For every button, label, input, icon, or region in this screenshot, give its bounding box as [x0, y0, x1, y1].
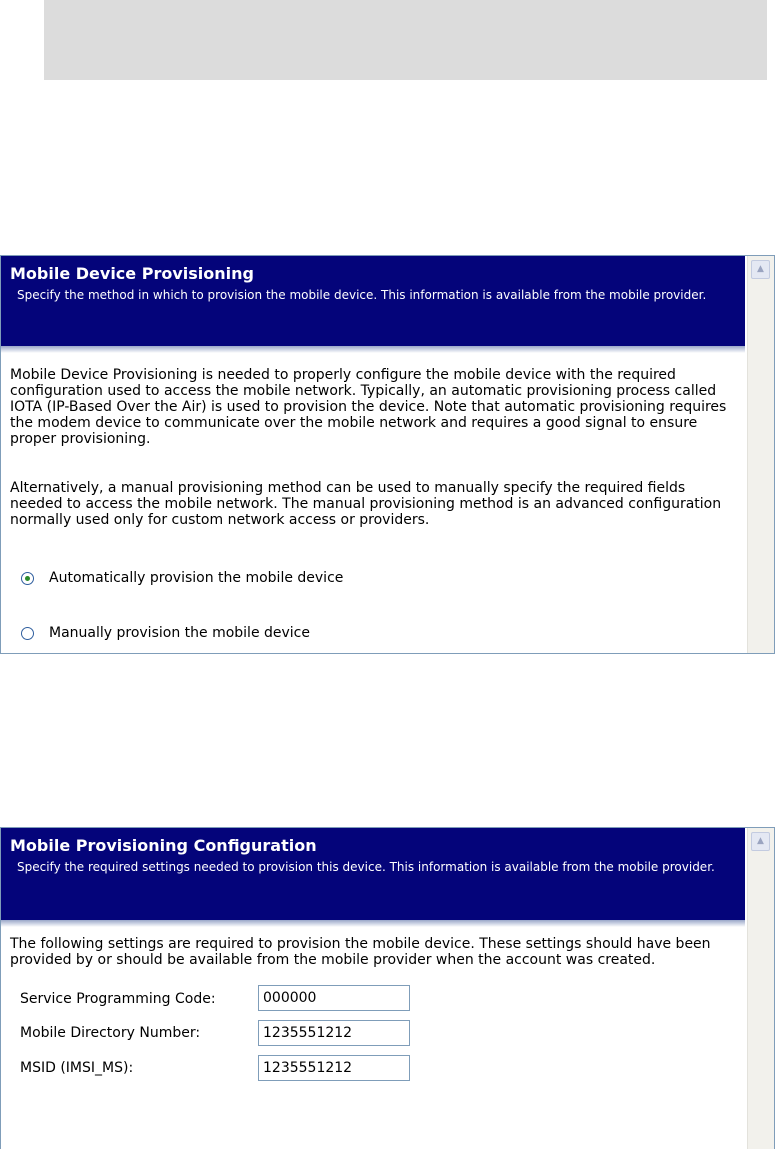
panel-header: [1, 828, 745, 920]
device-provisioning-panel: [0, 255, 775, 654]
vertical-scrollbar[interactable]: [747, 256, 774, 653]
panel-title: Mobile Device Provisioning: [10, 264, 254, 283]
radio-auto-label[interactable]: Automatically provision the mobile device: [49, 570, 344, 586]
intro-paragraph: Mobile Device Provisioning is needed to properly configure the mobile device with the required configuration used to access the mobile network. Typically, an automatic provisioning process called IOTA (IP-Based Over the Air) is used to provision the device. Note that automatic provisioning requires the modem device to communicate over the mobile network and requires a good signal to ensure proper provisioning.: [10, 367, 727, 447]
mdn-input[interactable]: [258, 1020, 410, 1046]
scroll-up-arrow-icon[interactable]: ▲: [751, 832, 770, 851]
panel-title: Mobile Provisioning Configuration: [10, 836, 317, 855]
radio-manual-label[interactable]: Manually provision the mobile device: [49, 625, 310, 641]
mdn-label: Mobile Directory Number:: [20, 1025, 201, 1041]
msid-label: MSID (IMSI_MS):: [20, 1060, 134, 1076]
header-divider: [1, 920, 745, 927]
radio-manual-provision[interactable]: [21, 625, 310, 641]
panel-subtitle: Specify the method in which to provision the mobile device. This information is available from the mobile provider.: [17, 288, 707, 302]
vertical-scrollbar[interactable]: [747, 828, 774, 1149]
header-divider: [1, 346, 745, 353]
radio-checked-icon[interactable]: [21, 572, 34, 585]
radio-auto-provision[interactable]: [21, 570, 343, 586]
radio-unchecked-icon[interactable]: [21, 627, 34, 640]
config-paragraph: The following settings are required to provision the mobile device. These settings should have been provided by or should be available from the mobile provider when the account was created.: [10, 936, 711, 968]
provisioning-config-panel: [0, 827, 775, 1149]
panel-subtitle: Specify the required settings needed to provision this device. This information is available from the mobile provider.: [17, 860, 715, 874]
spc-input[interactable]: [258, 985, 410, 1011]
spc-label: Service Programming Code:: [20, 991, 216, 1007]
alternative-paragraph: Alternatively, a manual provisioning method can be used to manually specify the required fields needed to access the mobile network. The manual provisioning method is an advanced configuration normally used only for custom network access or providers.: [10, 480, 722, 528]
top-gray-banner: [44, 0, 767, 80]
msid-input[interactable]: [258, 1055, 410, 1081]
panel-header: [1, 256, 745, 346]
scroll-up-arrow-icon[interactable]: ▲: [751, 260, 770, 279]
